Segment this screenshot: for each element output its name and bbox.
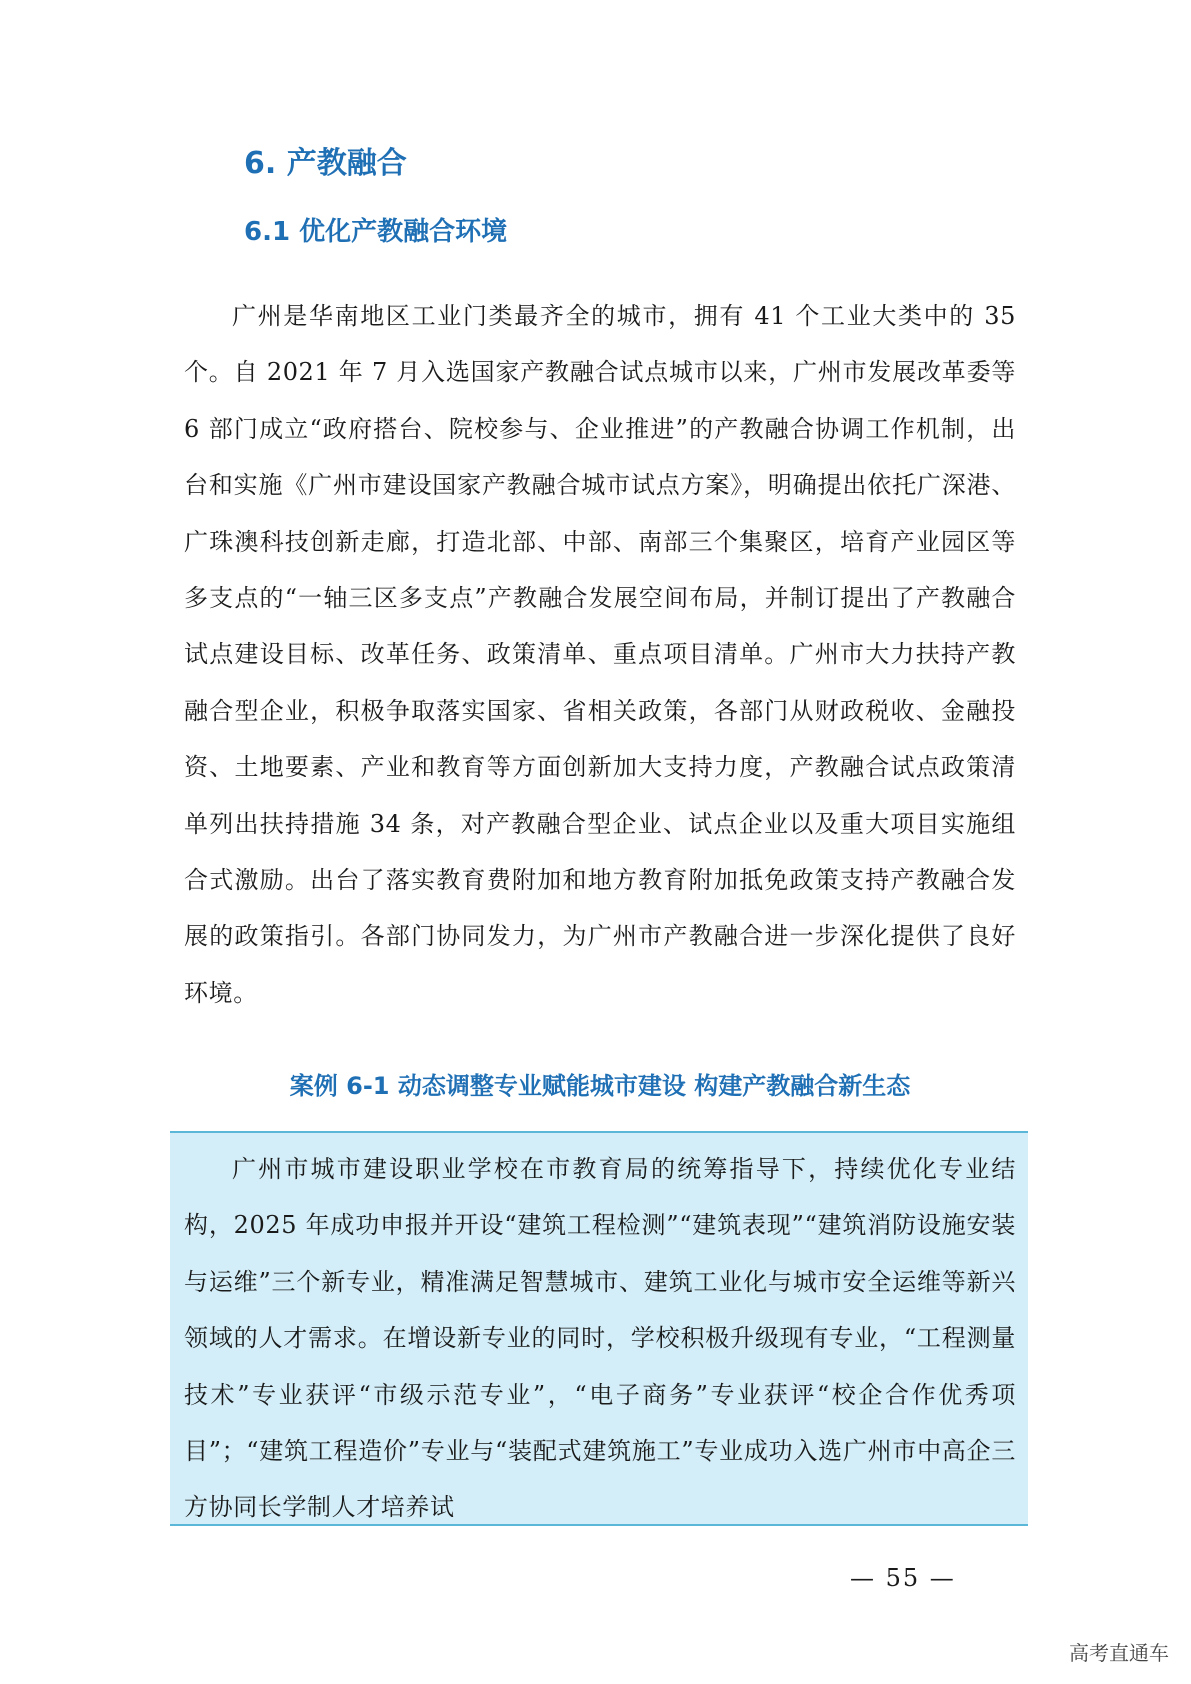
subsection-heading: 6.1 优化产教融合环境 — [244, 217, 508, 247]
intro-paragraph: 广州是华南地区工业门类最齐全的城市，拥有 41 个工业大类中的 35 个。自 2021 年 7 月入选国家产教融合试点城市以来，广州市发展改革委等 6 部门成立“政府搭台、院校参与、企业推进”的产教融合协调工作机制，出台和实施《广州市建设国家产教融合城市试点方案》，明确提出依托广深港、广珠澳科技创新走廊，打造北部、中部、南部三个集聚区，培育产业园区等多支点的“一轴三区多支点”产教融合发展空间布局，并制订提出了产教融合试点建设目标、改革任务、政策清单、重点项目清单。广州市大力扶持产教融合型企业，积极争取落实国家、省相关政策，各部门从财政税收、金融投资、土地要素、产业和教育等方面创新加大支持力度，产教融合试点政策清单列出扶持措施 34 条，对产教融合型企业、试点企业以及重大项目实施组合式激励。出台了落实教育费附加和地方教育附加抵免政策支持产教融合发展的政策指引。各部门协同发力，为广州市产教融合进一步深化提供了良好环境。 — [184, 302, 1016, 1007]
case-title: 案例 6-1 动态调整专业赋能城市建设 构建产教融合新生态 — [289, 1072, 911, 1100]
page-number: — 55 — — [850, 1564, 956, 1592]
case-box — [170, 1131, 1028, 1526]
watermark-text: 高考直通车 — [1069, 1641, 1169, 1665]
section-heading: 6. 产教融合 — [244, 146, 407, 181]
case-paragraph: 广州市城市建设职业学校在市教育局的统筹指导下，持续优化专业结构，2025 年成功申报并开设“建筑工程检测”“建筑表现”“建筑消防设施安装与运维”三个新专业，精准满足智慧城市、建筑工业化与城市安全运维等新兴领域的人才需求。在增设新专业的同时，学校积极升级现有专业，“工程测量技术”专业获评“市级示范专业”，“电子商务”专业获评“校企合作优秀项目”；“建筑工程造价”专业与“装配式建筑施工”专业成功入选广州市中高企三方协同长学制人才培养试 — [184, 1155, 1016, 1522]
